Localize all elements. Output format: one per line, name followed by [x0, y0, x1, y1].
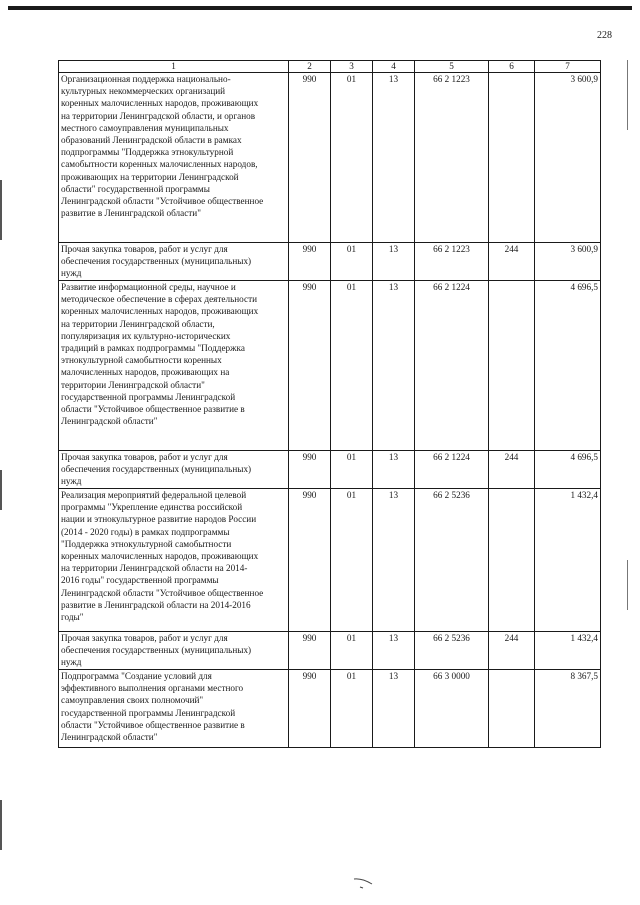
- cell-target-item: 66 3 0000: [415, 670, 489, 748]
- column-header: 3: [331, 61, 373, 73]
- cell-amount: 8 367,5: [535, 670, 601, 748]
- scan-binder-edge: [0, 0, 4, 905]
- cell-subsection: 13: [373, 670, 415, 748]
- row-description: Организационная поддержка национально- культурных некоммерческих организаций коренных малочисленных народов, проживающих на территории Ленинградской области, и органов местного самоуправления муниципальных образований Ленинградской области в рамках подпрограммы "Поддержка этнокультурной самобытности коренных малочисленных народов, проживающих на территории Ленинградской области" государственной программы Ленинградской области "Устойчивое общественное развитие в Ленинградской области": [61, 74, 264, 219]
- cell-amount: 4 696,5: [535, 281, 601, 451]
- table-row: [59, 670, 601, 748]
- cell-amount: 3 600,9: [535, 73, 601, 243]
- column-header: 6: [489, 61, 535, 73]
- cell-expense-type: 244: [489, 451, 535, 489]
- scan-edge-mark: [627, 60, 628, 130]
- cell-expense-type: 244: [489, 632, 535, 670]
- cell-subsection: 13: [373, 632, 415, 670]
- cell-ministry-code: 990: [289, 670, 331, 748]
- table-row: [59, 489, 601, 632]
- cell-section: 01: [331, 670, 373, 748]
- cell-section: 01: [331, 73, 373, 243]
- cell-target-item: 66 2 1224: [415, 451, 489, 489]
- scan-edge-mark: [627, 560, 628, 610]
- column-header: 1: [59, 61, 289, 73]
- cell-target-item: 66 2 5236: [415, 632, 489, 670]
- row-description: Развитие информационной среды, научное и методическое обеспечение в сферах деятельности коренных малочисленных народов, проживающих на территории Ленинградской области, популяризация их культурно-исторических традиций в рамках подпрограммы "Поддержка этнокультурной самобытности коренных малочисленных народов, проживающих на территории Ленинградской области" государственной программы Ленинградской области "Устойчивое общественное развитие в Ленинградской области": [61, 282, 259, 427]
- cell-target-item: 66 2 1223: [415, 73, 489, 243]
- cell-amount: 1 432,4: [535, 632, 601, 670]
- budget-table: [58, 60, 601, 748]
- cell-ministry-code: 990: [289, 73, 331, 243]
- cell-subsection: 13: [373, 281, 415, 451]
- cell-section: 01: [331, 489, 373, 632]
- cell-subsection: 13: [373, 489, 415, 632]
- cell-ministry-code: 990: [289, 632, 331, 670]
- cell-ministry-code: 990: [289, 281, 331, 451]
- page-number: 228: [597, 30, 612, 41]
- cell-section: 01: [331, 451, 373, 489]
- column-header: 5: [415, 61, 489, 73]
- cell-expense-type: [489, 489, 535, 632]
- cell-amount: 4 696,5: [535, 451, 601, 489]
- cell-ministry-code: 990: [289, 489, 331, 632]
- cell-expense-type: [489, 281, 535, 451]
- table-row: [59, 281, 601, 451]
- pen-mark-icon: [352, 876, 376, 890]
- cell-section: 01: [331, 243, 373, 281]
- cell-target-item: 66 2 1223: [415, 243, 489, 281]
- column-header: 4: [373, 61, 415, 73]
- column-header: 7: [535, 61, 601, 73]
- cell-ministry-code: 990: [289, 451, 331, 489]
- table-row: [59, 451, 601, 489]
- cell-subsection: 13: [373, 243, 415, 281]
- cell-target-item: 66 2 5236: [415, 489, 489, 632]
- table-row: [59, 632, 601, 670]
- cell-subsection: 13: [373, 451, 415, 489]
- row-description: Подпрограмма "Создание условий для эффективного выполнения органами местного самоуправления своих полномочий" государственной программы Ленинградской области "Устойчивое общественное развитие в Ленинградской области": [61, 671, 245, 743]
- table-row: [59, 243, 601, 281]
- row-description: Прочая закупка товаров, работ и услуг для обеспечения государственных (муниципальных) нужд: [61, 633, 252, 668]
- cell-subsection: 13: [373, 73, 415, 243]
- cell-expense-type: [489, 73, 535, 243]
- row-description: Прочая закупка товаров, работ и услуг для обеспечения государственных (муниципальных) нужд: [61, 244, 252, 279]
- cell-section: 01: [331, 632, 373, 670]
- row-description: Прочая закупка товаров, работ и услуг для обеспечения государственных (муниципальных) нужд: [61, 452, 252, 487]
- cell-amount: 3 600,9: [535, 243, 601, 281]
- cell-expense-type: 244: [489, 243, 535, 281]
- cell-expense-type: [489, 670, 535, 748]
- scan-top-border: [8, 6, 632, 10]
- column-header: 2: [289, 61, 331, 73]
- row-description: Реализация мероприятий федеральной целевой программы "Укрепление единства российской нации и этнокультурное развитие народов России (2014 - 2020 годы) в рамках подпрограммы "Поддержка этнокультурной самобытности коренных малочисленных народов, проживающих на территории Ленинградской области на 2014- 2016 годы" государственной программы Ленинградской области "Устойчивое общественное развитие в Ленинградской области на 2014-2016 годы": [61, 490, 264, 623]
- cell-ministry-code: 990: [289, 243, 331, 281]
- cell-amount: 1 432,4: [535, 489, 601, 632]
- table-row: [59, 73, 601, 243]
- table-header-row: [59, 61, 601, 73]
- cell-target-item: 66 2 1224: [415, 281, 489, 451]
- cell-section: 01: [331, 281, 373, 451]
